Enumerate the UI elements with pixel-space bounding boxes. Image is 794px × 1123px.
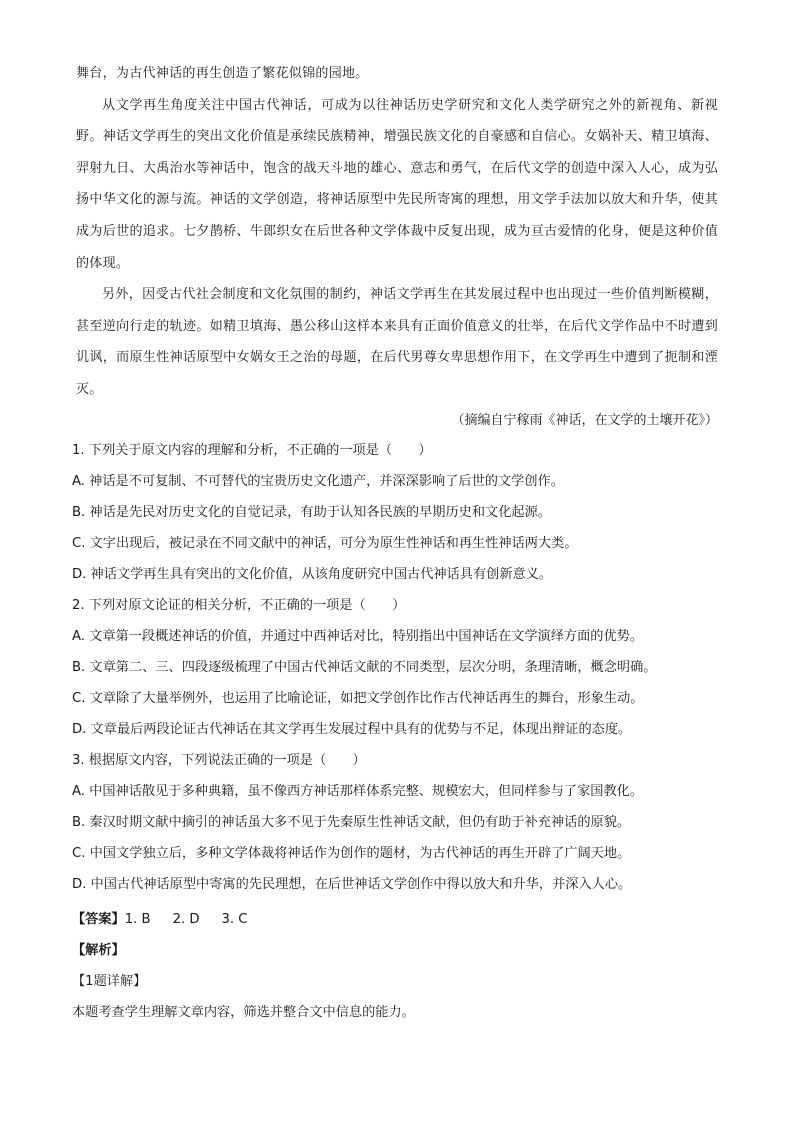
answer-item-2: 2. D [172, 912, 200, 927]
question-3-option-b: B. 秦汉时期文献中摘引的神话虽大多不见于先秦原生性神话文献，但仍有助于补充神话的原貌。 [72, 815, 631, 830]
question-2-stem: 2. 下列对原文论证的相关分析，不正确的一项是（ ） [72, 598, 406, 613]
passage-paragraph-2: 从文学再生角度关注中国古代神话，可成为以往神话历史学研究和文化人类学研究之外的新视角、新视野。神话文学再生的突出文化价值是承续民族精神，增强民族文化的自豪感和自信心。女娲补天、精卫填海、羿射九日、大禹治水等神话中，饱含的战天斗地的雄心、意志和勇气，在后代文学的创造中深入人心，成为弘扬中华文化的源与流。神话的文学创造，将神话原型中先民所寄寓的理想，用文学手法加以放大和升华，使其成为后世的追求。七夕鹊桥、牛郎织女在后世各种文学体裁中反复出现，成为亘古爱情的化身，便是这种价值的体现。 [76, 97, 718, 271]
question-1-option-c: C. 文字出现后，被记录在不同文献中的神话，可分为原生性神话和再生性神话两大类。 [72, 536, 578, 551]
passage-paragraph-1: 舞台，为古代神话的再生创造了繁花似锦的园地。 [76, 66, 369, 81]
question-1-option-a: A. 神话是不可复制、不可替代的宝贵历史文化遗产，并深深影响了后世的文学创作。 [72, 474, 564, 489]
answer-label: 【答案】 [72, 912, 125, 927]
analysis-detail-label: 【1题详解】 [72, 974, 147, 989]
question-2-option-c: C. 文章除了大量举例外，也运用了比喻论证，如把文学创作比作古代神话再生的舞台，形象生动。 [72, 691, 644, 706]
analysis-detail-text: 本题考查学生理解文章内容，筛选并整合文中信息的能力。 [72, 1005, 415, 1020]
question-1-option-d: D. 神话文学再生具有突出的文化价值，从该角度研究中国古代神话具有创新意义。 [72, 567, 553, 582]
analysis-label: 【解析】 [72, 943, 125, 958]
question-1-option-b: B. 神话是先民对历史文化的自觉记录，有助于认知各民族的早期历史和文化起源。 [72, 505, 551, 520]
answer-line [72, 910, 732, 930]
question-2-option-d: D. 文章最后两段论证古代神话在其文学再生发展过程中具有的优势与不足，体现出辩证的态度。 [72, 722, 632, 737]
question-2-option-b: B. 文章第二、三、四段逐级梳理了中国古代神话文献的不同类型，层次分明，条理清晰，概念明确。 [72, 660, 657, 675]
passage [76, 58, 718, 406]
passage-source: （摘编自宁稼雨《神话，在文学的土壤开花》） [451, 413, 718, 428]
question-3-stem: 3. 根据原文内容，下列说法正确的一项是（ ） [72, 753, 366, 768]
passage-paragraph-3: 另外，因受古代社会制度和文化氛围的制约，神话文学再生在其发展过程中也出现过一些价值判断模糊，甚至逆向行走的轨迹。如精卫填海、愚公移山这样本来具有正面价值意义的壮举，在后代文学作品中不时遭到讥讽，而原生性神话原型中女娲女王之治的母题，在后代男尊女卑思想作用下，在文学再生中遭到了扼制和湮灭。 [76, 287, 718, 397]
question-3-option-c: C. 中国文学独立后，多种文学体裁将神话作为创作的题材，为古代神话的再生开辟了广阔天地。 [72, 846, 631, 861]
answer-item-3: 3. C [221, 912, 248, 927]
answer-item-1: 1. B [124, 912, 151, 927]
question-3-option-a: A. 中国神话散见于多种典籍，虽不像西方神话那样体系完整、规模宏大，但同样参与了家国教化。 [72, 784, 644, 799]
question-3-option-d: D. 中国古代神话原型中寄寓的先民理想，在后世神话文学创作中得以放大和升华，并深入人心。 [72, 877, 632, 892]
question-2-option-a: A. 文章第一段概述神话的价值，并通过中西神话对比，特别指出中国神话在文学演绎方面的优势。 [72, 629, 644, 644]
question-1-stem: 1. 下列关于原文内容的理解和分析，不正确的一项是（ ） [72, 443, 432, 458]
